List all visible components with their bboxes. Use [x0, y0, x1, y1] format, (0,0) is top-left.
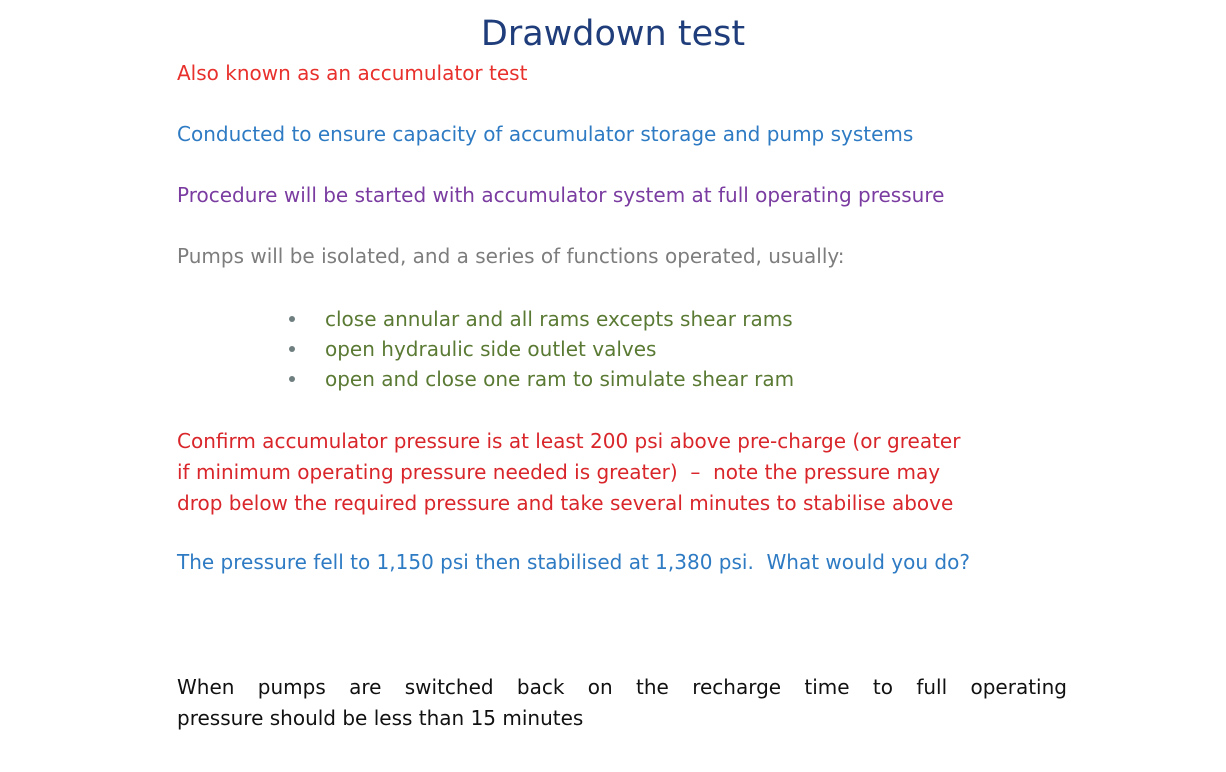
- recharge-paragraph: [177, 672, 1067, 734]
- bullet-icon: [289, 376, 295, 382]
- known-as-line: Also known as an accumulator test: [177, 61, 528, 85]
- bullet-icon: [289, 316, 295, 322]
- recharge-line-1: When pumps are switched back on the recharge time to full operating: [177, 675, 1067, 699]
- list-item: [285, 364, 794, 394]
- list-item-text: close annular and all rams excepts shear rams: [325, 307, 793, 331]
- procedure-line: Procedure will be started with accumulator system at full operating pressure: [177, 183, 945, 207]
- list-item-text: open and close one ram to simulate shear ram: [325, 367, 795, 391]
- functions-list: [285, 304, 794, 394]
- confirm-line-1: Confirm accumulator pressure is at least 200 psi above pre-charge (or greater: [177, 429, 961, 453]
- recharge-line-2: pressure should be less than 15 minutes: [177, 706, 584, 730]
- list-item-text: open hydraulic side outlet valves: [325, 337, 657, 361]
- bullet-icon: [289, 346, 295, 352]
- conducted-line: Conducted to ensure capacity of accumulator storage and pump systems: [177, 122, 914, 146]
- pumps-line: Pumps will be isolated, and a series of functions operated, usually:: [177, 244, 845, 268]
- confirm-line-3: drop below the required pressure and take several minutes to stabilise above: [177, 491, 954, 515]
- confirm-line-2: if minimum operating pressure needed is greater) – note the pressure may: [177, 460, 941, 484]
- question-line: The pressure fell to 1,150 psi then stabilised at 1,380 psi. What would you do?: [177, 550, 970, 574]
- list-item: [285, 334, 794, 364]
- slide-title: Drawdown test: [480, 14, 746, 54]
- list-item: [285, 304, 794, 334]
- confirm-paragraph: [177, 426, 960, 519]
